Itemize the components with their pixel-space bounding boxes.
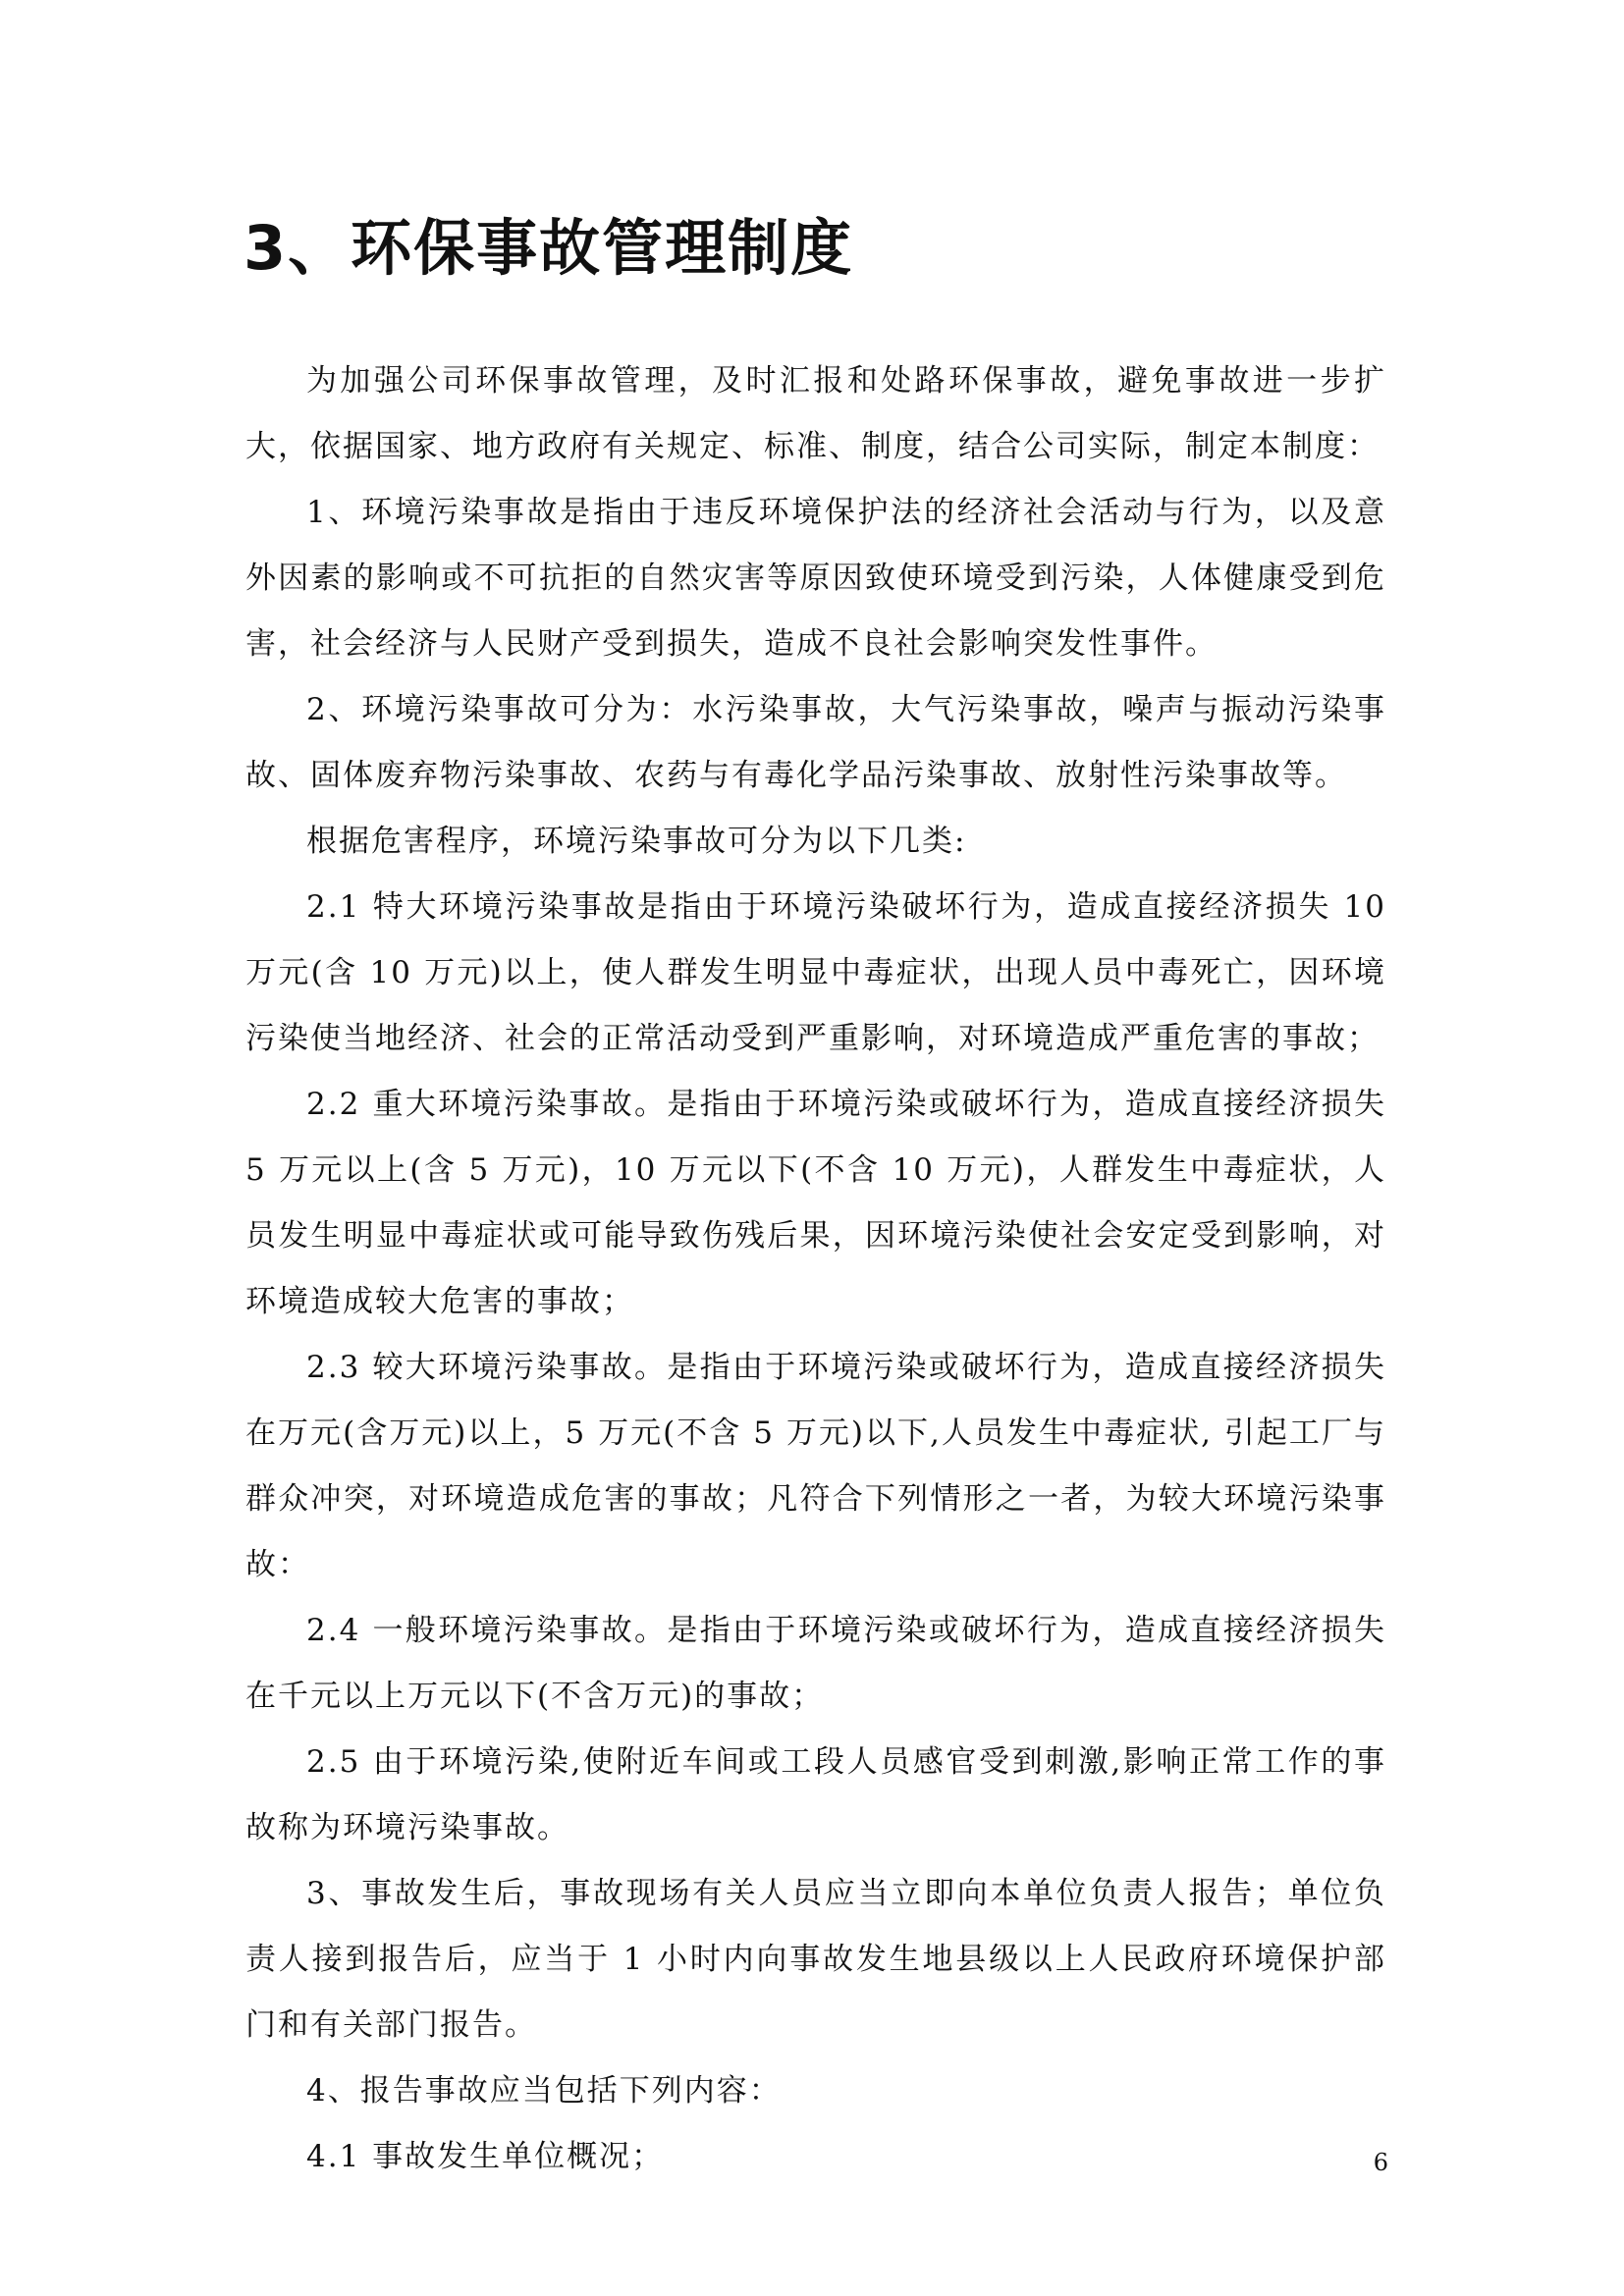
paragraph-2-5: 2.5 由于环境污染,使附近车间或工段人员感官受到刺激,影响正常工作的事故称为环境污染事故。 (245, 1744, 1386, 1845)
page-title: 3、环保事故管理制度 (244, 212, 854, 284)
paragraph-2-4: 2.4 一般环境污染事故。是指由于环境污染或破坏行为，造成直接经济损失在千元以上万元以下(不含万元)的事故； (245, 1613, 1386, 1714)
paragraph-intro: 为加强公司环保事故管理，及时汇报和处路环保事故，避免事故进一步扩大，依据国家、地方政府有关规定、标准、制度，结合公司实际，制定本制度： (245, 363, 1386, 464)
paragraph-2-2: 2.2 重大环境污染事故。是指由于环境污染或破坏行为，造成直接经济损失 5 万元以上(含 5 万元)，10 万元以下(不含 10 万元)，人群发生中毒症状，人员发生明显中毒症状或可能导致伤残后果，因环境污染使社会安定受到影响，对环境造成较大危害的事故； (245, 1087, 1386, 1319)
paragraph-3: 3、事故发生后，事故现场有关人员应当立即向本单位负责人报告；单位负责人接到报告后，应当于 1 小时内向事故发生地县级以上人民政府环境保护部门和有关部门报告。 (245, 1876, 1386, 2043)
paragraph-4: 4、报告事故应当包括下列内容： (306, 2073, 782, 2109)
paragraph-1: 1、环境污染事故是指由于违反环境保护法的经济社会活动与行为，以及意外因素的影响或不可抗拒的自然灾害等原因致使环境受到污染，人体健康受到危害，社会经济与人民财产受到损失，造成不良社会影响突发性事件。 (245, 495, 1386, 662)
paragraph-2-3: 2.3 较大环境污染事故。是指由于环境污染或破坏行为，造成直接经济损失在万元(含万元)以上，5 万元(不含 5 万元)以下,人员发生中毒症状, 引起工厂与群众冲突，对环境造成危害的事故；凡符合下列情形之一者，为较大环境污染事故： (245, 1350, 1386, 1582)
paragraph-4-1: 4.1 事故发生单位概况； (306, 2139, 665, 2174)
paragraph-2-1: 2.1 特大环境污染事故是指由于环境污染破坏行为，造成直接经济损失 10 万元(含 10 万元)以上，使人群发生明显中毒症状，出现人员中毒死亡，因环境污染使当地经济、社会的正常活动受到严重影响，对环境造成严重危害的事故； (245, 889, 1386, 1056)
paragraph-2: 2、环境污染事故可分为：水污染事故，大气污染事故，噪声与振动污染事故、固体废弃物污染事故、农药与有毒化学品污染事故、放射性污染事故等。 (245, 692, 1386, 793)
document-body (245, 348, 1386, 2190)
paragraph-classification: 根据危害程序，环境污染事故可分为以下几类: (306, 824, 967, 859)
page-number: 6 (1373, 2149, 1388, 2176)
